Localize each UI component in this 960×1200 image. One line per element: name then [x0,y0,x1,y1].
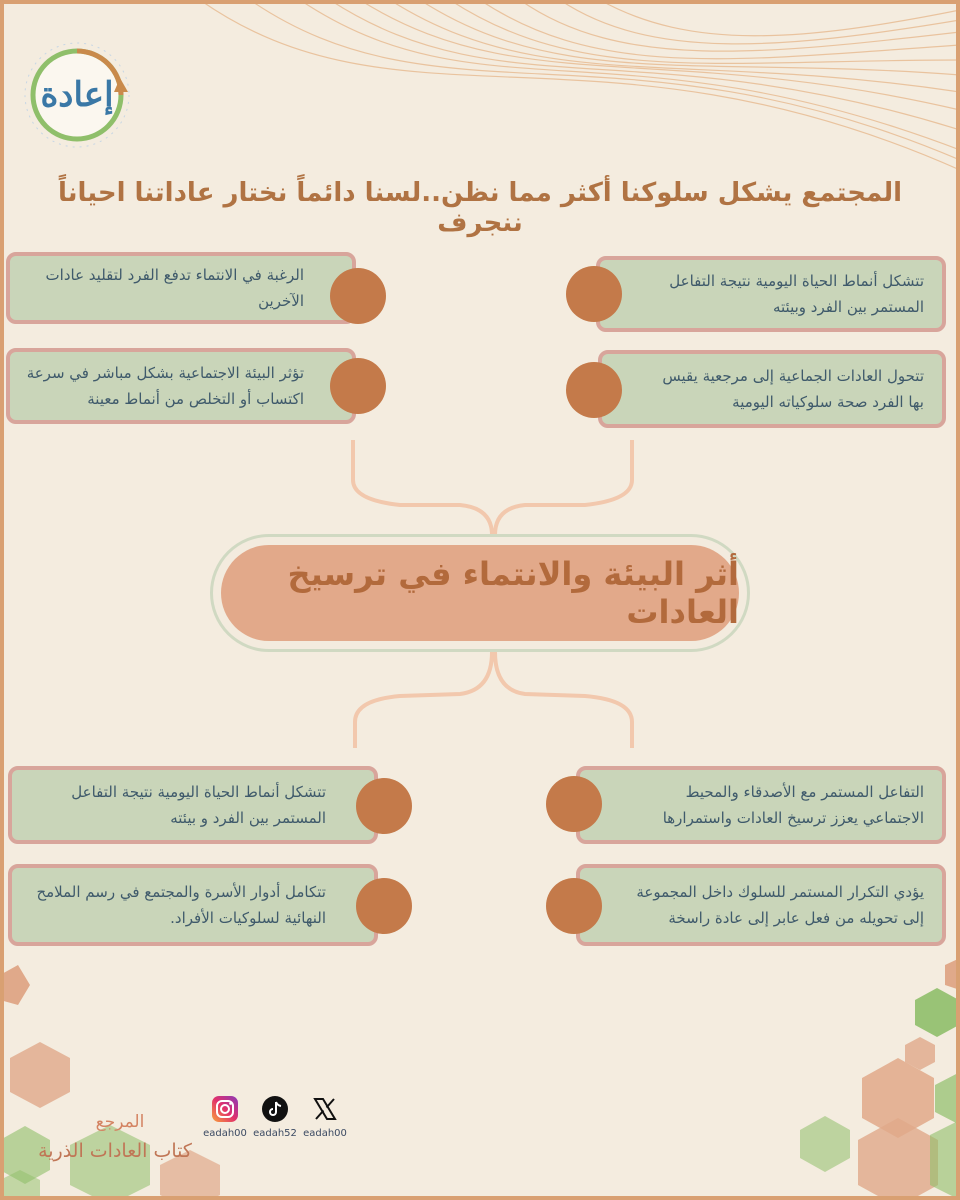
top-right-card-2 [598,350,946,428]
top-right-card-1 [596,256,946,332]
social-tiktok[interactable] [250,1094,300,1139]
card-text: تتشكل أنماط الحياة اليومية نتيجة التفاعل المستمر بين الفرد و بيئته [71,783,326,827]
instagram-icon [210,1094,240,1124]
bullet-dot [330,358,386,414]
card-text: تتشكل أنماط الحياة اليومية نتيجة التفاعل المستمر بين الفرد وبيئته [669,272,924,316]
bullet-dot [566,362,622,418]
card-text: الرغبة في الانتماء تدفع الفرد لتقليد عادات الآخرين [45,266,304,310]
bottom-right-card-2 [576,864,946,946]
bullet-dot [546,776,602,832]
x-icon [310,1094,340,1124]
card-text: التفاعل المستمر مع الأصدقاء والمحيط الاجتماعي يعزز ترسيخ العادات واستمرارها [662,783,924,827]
bullet-dot [356,778,412,834]
logo-text: إعادة [40,75,114,115]
x-handle: eadah00 [303,1128,347,1139]
bullet-dot [566,266,622,322]
top-left-card-1 [6,252,356,324]
bottom-left-card-2 [8,864,378,946]
reference-book: كتاب العادات الذرية [38,1140,192,1162]
reference-label: المرجع [95,1112,145,1132]
card-text: تتحول العادات الجماعية إلى مرجعية يقيس بها الفرد صحة سلوكياته اليومية [662,367,924,411]
center-title: أثر البيئة والانتماء في ترسيخ العادات [221,545,739,641]
bottom-left-card-1 [8,766,378,844]
social-instagram[interactable] [200,1094,250,1139]
card-text: يؤدي التكرار المستمر للسلوك داخل المجموعة إلى تحويله من فعل عابر إلى عادة راسخة [636,883,924,927]
bottom-right-card-1 [576,766,946,844]
card-text: تتكامل أدوار الأسرة والمجتمع في رسم الملامح النهائية لسلوكيات الأفراد. [36,883,326,927]
social-x[interactable] [300,1094,350,1139]
tiktok-icon [260,1094,290,1124]
instagram-handle: eadah00 [203,1128,247,1139]
headline: المجتمع يشكل سلوكنا أكثر مما نظن..لسنا دائماً نختار عاداتنا احياناً ننجرف [57,178,903,238]
brand-logo [22,40,132,150]
top-left-card-2 [6,348,356,424]
bullet-dot [330,268,386,324]
bullet-dot [356,878,412,934]
card-text: تؤثر البيئة الاجتماعية بشكل مباشر في سرعة اكتساب أو التخلص من أنماط معينة [26,364,304,408]
bullet-dot [546,878,602,934]
tiktok-handle: eadah52 [253,1128,297,1139]
